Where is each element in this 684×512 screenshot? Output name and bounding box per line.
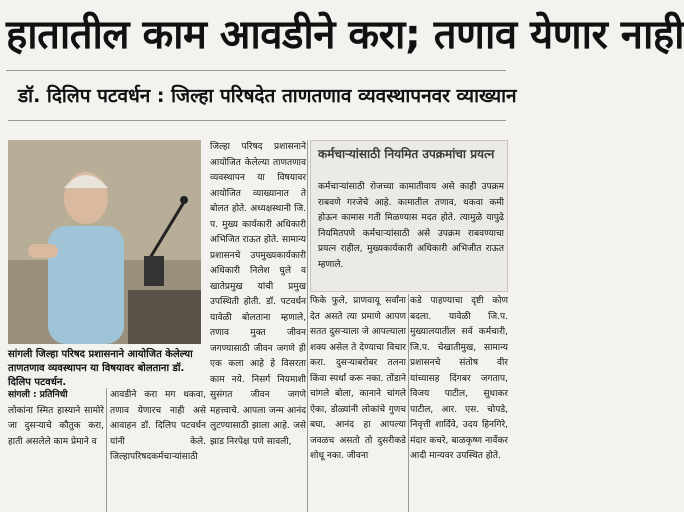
divider xyxy=(8,120,506,121)
speaker-photo-illustration xyxy=(8,140,201,344)
article-column-5 xyxy=(410,294,508,512)
byline: सांगली : प्रतिनिधी xyxy=(8,390,68,400)
headline: हातातील काम आवडीने करा; तणाव येणार नाही xyxy=(6,12,684,58)
sidebar-box-title: कर्मचाऱ्यांसाठी नियमित उपक्रमांचा प्रयत्न xyxy=(318,147,495,161)
article-text: कडे पाहण्याचा दृष्टी कोण बदला. यावेळी जि.प. मुख्यालयातील सर्व कर्मचारी, जि.प. चेखातीमुख, सामान्य प्रशासनचे संतोष वीर यांच्यासह दिंगबर जगताप, विजय पाटील, सुधाकर पाटील, आर. एस. चोपडे, निवृत्ती शार्दिवे, उदय हिनगिरे, मंदार कचरे, बाळकृष्ण नार्वेकर आदी मान्यवर उपस्थित होते. xyxy=(410,296,508,461)
article-text: कर्मचाऱ्यांसाठी रोजच्या कामातीवाय असे काही उपक्रम राबवणे गरजेचे आहे. कामातील तणाव, थकवा कमी होऊन कामास गती मिळण्यास मदत होते. त्यामुळे यापुढे नियमितपणे कर्मचाऱ्यांसाठी असे उपक्रम राबवण्याचा प्रयत्न राहील, मुख्यकार्यकारी अधिकारी अभिजीत राऊत म्हणाले. xyxy=(318,182,504,270)
sidebar-box-text xyxy=(318,180,504,290)
divider xyxy=(6,70,506,71)
article-column-3 xyxy=(210,140,306,512)
article-text: आवडीने करा मग धकवा, तणाव येणारच नाही असे आवाहन डॉ. दिलिप पटवर्धन यांनी केले. जिल्हापरिषदकर्मचाऱ्यांसाठी xyxy=(110,390,206,462)
article-text: जिल्हा परिषद प्रशासनाने आयोजित केलेल्या ताणतणाव व्यवस्थापन या विषयावर आयोजित व्याख्यानात ते बोलत होते. अध्यक्षस्थानी जि. प. मुख्य कार्यकारी अधिकारी अभिजित राऊत होते. सामान्य प्रशासनचे उपमुख्यकार्यकारी अधिकारी निलेश घुले व खातेप्रमुख यांची प्रमुख उपस्थिती होती. डॉ. पटवर्धन यावेळी बोलताना म्हणाले, तणाव मुक्त जीवन जगण्यासाठी जीवन जगणे ही एक कला आहे हे विसरता काम नये. निसर्ग नियमाशी सुसंगत जीवन जगणे महत्त्वाचे. आपला जन्म आनंद लुटण्यासाठी झाला आहे. जसे झाड निरपेक्ष पणे सावली, xyxy=(210,142,306,447)
subheadline: डॉ. दिलिप पटवर्धन : जिल्हा परिषदेत ताणतणाव व्यवस्थापनवर व्याख्यान xyxy=(18,85,517,107)
column-divider xyxy=(408,294,409,512)
speaker-photo xyxy=(8,140,201,344)
article-column-1 xyxy=(8,388,104,512)
article-text: फिके फुले, प्राणवायू सर्वांना देत असते त्या प्रमाणे आपण सतत दुसऱ्याला जे आपल्याला शक्य असेल ते देण्याचा विचार करा. दुसऱ्याबरोबर तलना किंवा स्पर्धा करू नका. तोंडाने चांगले बोला, कानाने चांगले ऐका, डोळ्यांनी लोकांचे गुणच बघा, आनंद हा आपल्या जवळच असतो तो दुसरीकडे शोधू नका. जीवना xyxy=(310,296,406,461)
article-text: लोकांना स्मित हास्याने सामोरे जा दुसऱ्याचे कौतुक करा, हाती असलेले काम प्रेमाने व xyxy=(8,405,104,447)
column-divider xyxy=(106,388,107,512)
article-column-2 xyxy=(110,388,206,512)
article-column-4 xyxy=(310,294,406,512)
column-divider xyxy=(307,140,308,512)
photo-caption: सांगली जिल्हा परिषद प्रशासनाने आयोजित केलेल्या ताणतणाव व्यवस्थापन या विषयावर बोलताना डॉ. दिलिप पटवर्धन. xyxy=(8,349,193,388)
